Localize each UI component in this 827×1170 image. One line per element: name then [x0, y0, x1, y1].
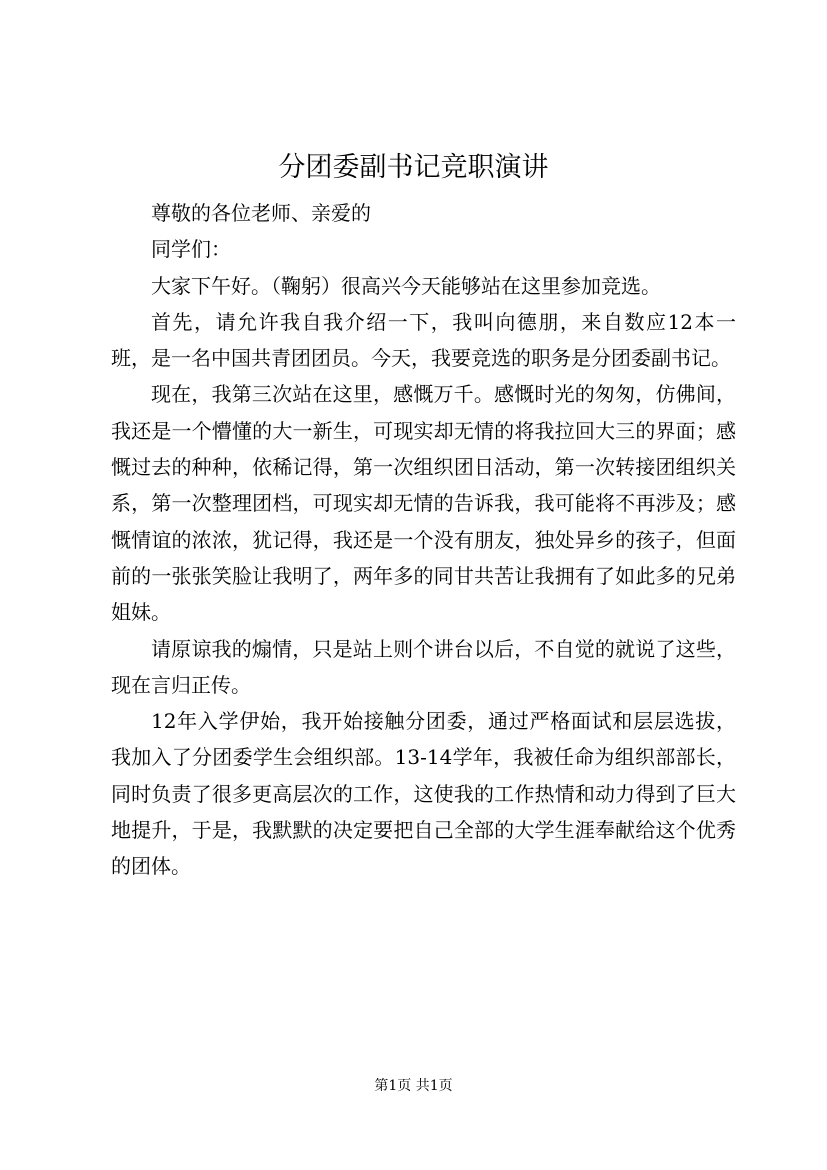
paragraph-greeting: 尊敬的各位老师、亲爱的 — [151, 201, 371, 225]
document-body — [111, 195, 736, 885]
document-title: 分团委副书记竞职演讲 — [278, 152, 549, 183]
paragraph-experience: 12年入学伊始，我开始接触分团委，通过严格面试和层层选拔，我加入了分团委学生会组织部。13-14学年，我被任命为组织部部长，同时负责了很多更高层次的工作，这使我的工作热情和动力得到了巨大地提升，于是，我默默的决定要把自己全部的大学生涯奉献给这个优秀的团体。 — [111, 709, 736, 879]
paragraph-reflection: 现在，我第三次站在这里，感慨万千。感慨时光的匆匆，仿佛间，我还是一个懵懂的大一新生，可现实却无情的将我拉回大三的界面；感慨过去的种种，依稀记得，第一次组织团日活动，第一次转接团组织关系，第一次整理团档，可现实却无情的告诉我，我可能将不再涉及；感慨情谊的浓浓，犹记得，我还是一个没有朋友，独处异乡的孩子，但面前的一张张笑脸让我明了，两年多的同甘共苦让我拥有了如此多的兄弟姐妹。 — [111, 382, 736, 625]
paragraph-greeting-continued: 同学们： — [151, 237, 231, 262]
paragraph-transition: 请原谅我的煽情，只是站上则个讲台以后，不自觉的就说了这些，现在言归正传。 — [111, 636, 736, 697]
page-footer: 第1页 共1页 — [374, 1078, 453, 1094]
paragraph-opening: 大家下午好。（鞠躬）很高兴今天能够站在这里参加竞选。 — [151, 273, 661, 298]
paragraph-introduction: 首先，请允许我自我介绍一下，我叫向德朋，来自数应12本一班，是一名中国共青团团员。今天，我要竞选的职务是分团委副书记。 — [111, 309, 736, 371]
